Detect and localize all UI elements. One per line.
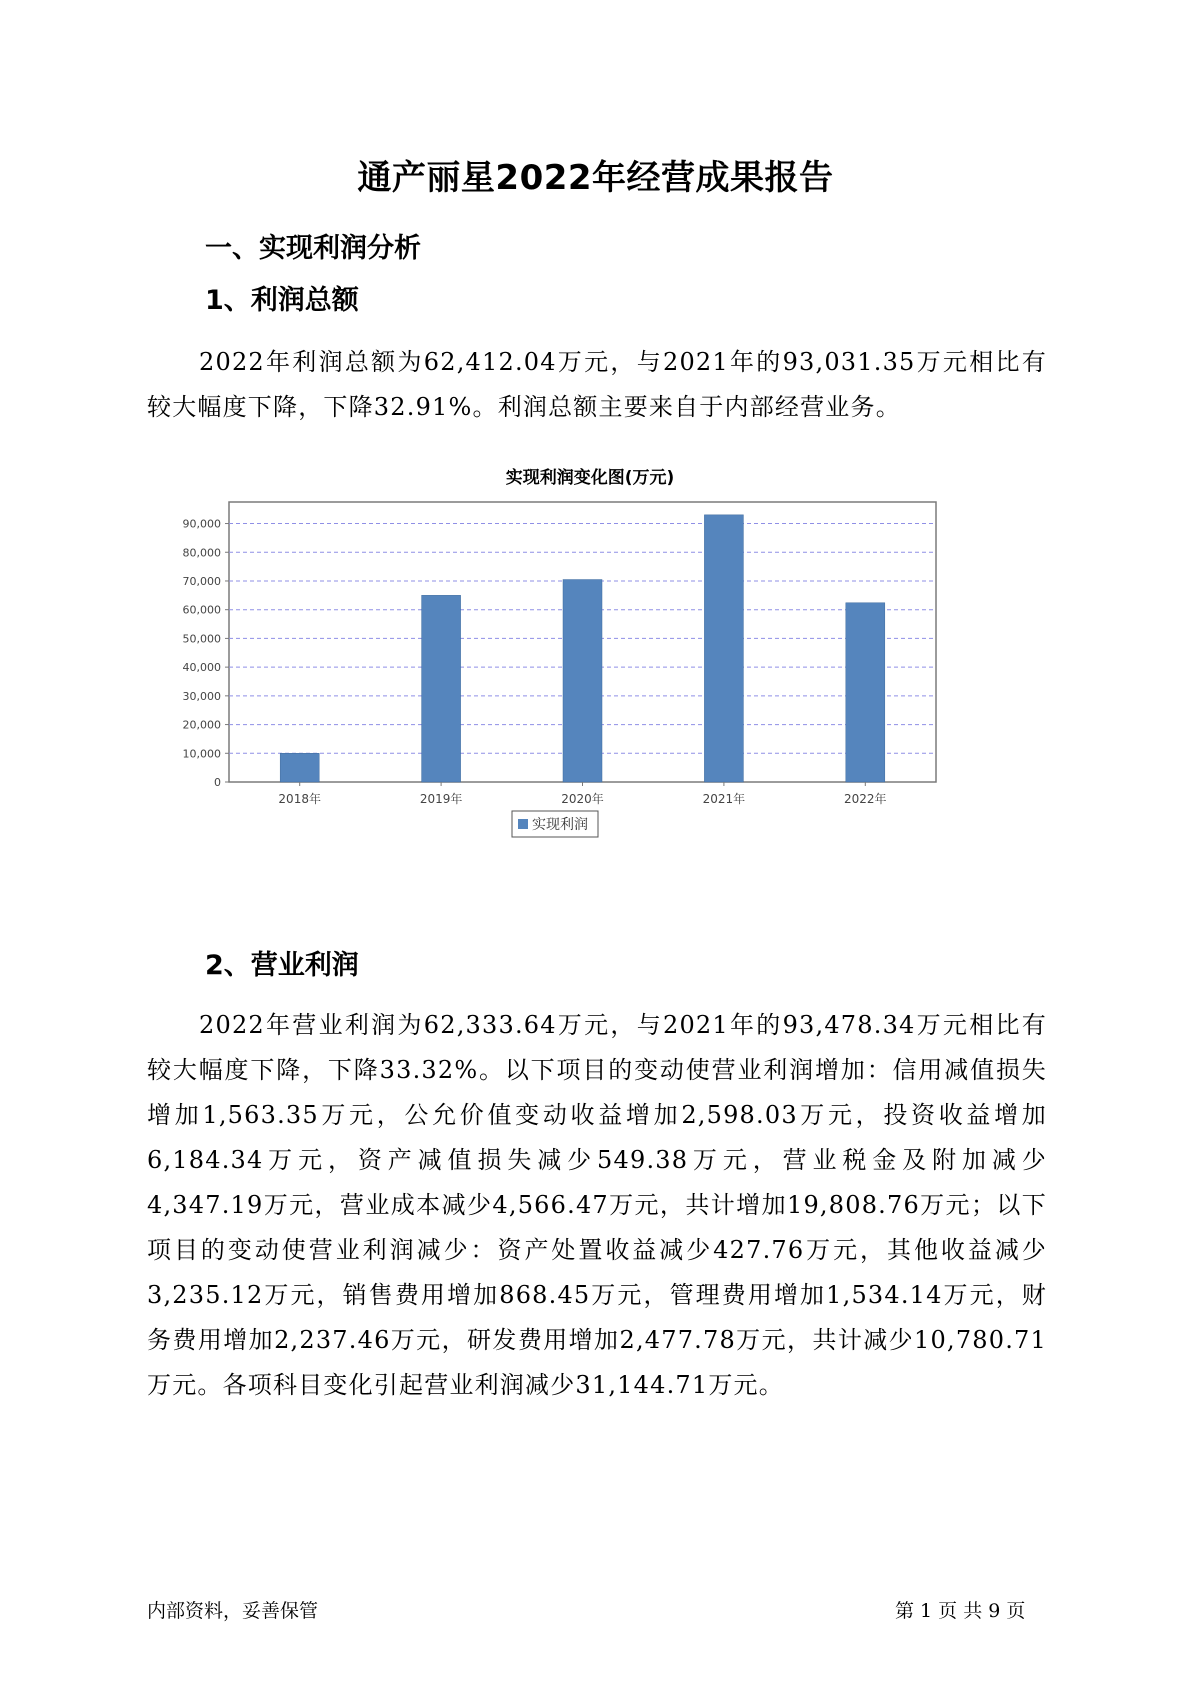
paragraph-operating-profit: 2022年营业利润为62,333.64万元，与2021年的93,478.34万元相比有较大幅度下降，下降33.32%。以下项目的变动使营业利润增加：信用减值损失增加1,563.35万元，公允价值变动收益增加2,598.03万元，投资收益增加6,184.34万元，资产减值损失减少549.38万元，营业税金及附加减少4,347.19万元，营业成本减少4,566.47万元，共计增加19,808.76万元；以下项目的变动使营业利润减少：资产处置收益减少427.76万元，其他收益减少3,235.12万元，销售费用增加868.45万元，管理费用增加1,534.14万元，财务费用增加2,237.46万元，研发费用增加2,477.78万元，共计减少10,780.71万元。各项科目变化引起营业利润减少31,144.71万元。 xyxy=(147,1011,1047,1399)
bar xyxy=(280,753,319,782)
paragraph-total-profit: 2022年利润总额为62,412.04万元，与2021年的93,031.35万元相比有较大幅度下降，下降32.91%。利润总额主要来自于内部经营业务。 xyxy=(147,348,1047,421)
x-tick-label: 2018年 xyxy=(278,792,321,806)
footer-page-number: 第 1 页 共 9 页 xyxy=(895,1600,1026,1622)
profit-bar-chart-svg xyxy=(150,455,1030,915)
bar xyxy=(704,515,743,782)
legend-swatch xyxy=(518,819,528,829)
x-tick-label: 2019年 xyxy=(419,792,463,806)
x-tick-label: 2020年 xyxy=(561,792,604,806)
x-tick-label: 2021年 xyxy=(702,792,746,806)
y-tick-label: 0 xyxy=(214,776,221,789)
footer-confidential-note: 内部资料，妥善保管 xyxy=(147,1600,319,1622)
y-tick-label: 70,000 xyxy=(182,574,221,588)
section-heading-profit-analysis: 一、实现利润分析 xyxy=(205,233,421,264)
y-tick-label: 60,000 xyxy=(182,603,221,617)
profit-chart xyxy=(150,455,1030,915)
bar xyxy=(563,580,602,782)
y-tick-label: 50,000 xyxy=(182,632,221,646)
legend-label: 实现利润 xyxy=(532,817,588,833)
bar xyxy=(422,595,461,782)
y-tick-label: 90,000 xyxy=(182,517,221,531)
x-tick-label: 2022年 xyxy=(844,792,887,806)
y-tick-label: 20,000 xyxy=(182,718,221,732)
subheading-operating-profit: 2、营业利润 xyxy=(205,950,359,981)
y-tick-label: 10,000 xyxy=(182,747,221,761)
bar xyxy=(846,603,885,782)
y-tick-label: 30,000 xyxy=(182,689,221,703)
subheading-total-profit: 1、利润总额 xyxy=(205,285,359,316)
y-tick-label: 80,000 xyxy=(182,546,221,560)
document-title: 通产丽星2022年经营成果报告 xyxy=(357,158,834,198)
chart-title: 实现利润变化图(万元) xyxy=(505,468,675,488)
y-tick-label: 40,000 xyxy=(182,661,221,675)
